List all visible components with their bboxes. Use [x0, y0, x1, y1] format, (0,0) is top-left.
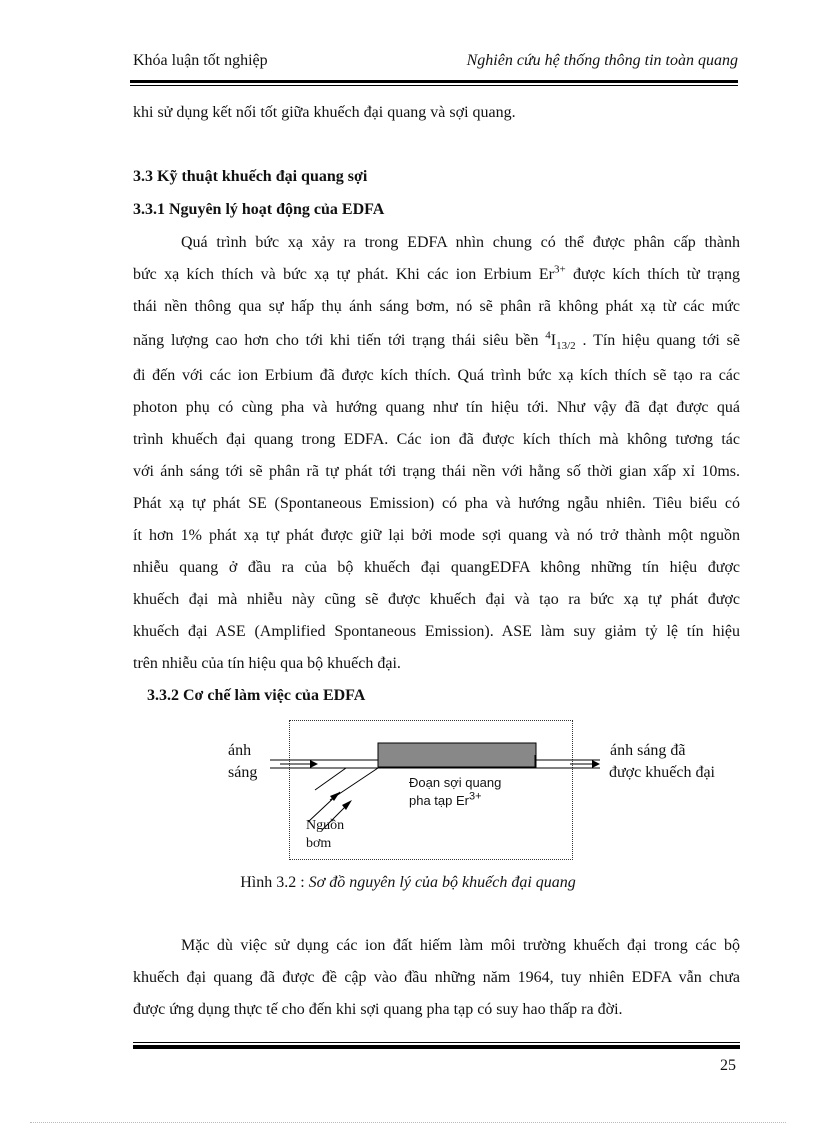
para1-line-3: thái nền thông qua sự hấp thụ ánh sáng bơm, nó sẽ phân rã không phát xạ từ các mức [133, 298, 740, 315]
page-number: 25 [720, 1057, 736, 1074]
header-right-title: Nghiên cứu hệ thống thông tin toàn quang [466, 52, 738, 69]
input-arrowhead [310, 760, 318, 768]
para1-line-12: khuếch đại mà nhiễu này cũng sẽ được khuếch đại và tạo ra bức xạ tự phát được [133, 591, 740, 608]
footer-rule-thick [133, 1045, 740, 1049]
output-label-2: được khuếch đại [609, 764, 715, 781]
header-rule-thin [130, 85, 738, 86]
para1-line-9: Phát xạ tự phát SE (Spontaneous Emission) có pha và hướng ngẫu nhiên. Tiêu biểu có [133, 495, 740, 512]
section-heading-3-3-2: 3.3.2 Cơ chế làm việc của EDFA [147, 687, 366, 704]
para1-line-1: Quá trình bức xạ xảy ra trong EDFA nhìn chung có thể được phân cấp thành [181, 234, 740, 251]
para1-line-4: năng lượng cao hơn cho tới khi tiến tới trạng thái siêu bền $^4I_{13/2}$ . Tín hiệu quang tới sẽ [133, 329, 741, 353]
output-label-1: ánh sáng đã [610, 742, 686, 759]
para2-line-3: được ứng dụng thực tế cho đến khi sợi quang pha tạp có suy hao thấp ra đời. [133, 1001, 623, 1018]
footer-rule-thin [133, 1042, 740, 1043]
header-left-title: Khóa luận tốt nghiệp [133, 52, 268, 69]
para1-line-14: trên nhiễu của tín hiệu qua bộ khuếch đại. [133, 655, 401, 672]
para2-line-2: khuếch đại quang đã được đề cập vào đầu những năm 1964, tuy nhiên EDFA vẫn chưa [133, 969, 740, 986]
header-rule-thick [130, 80, 738, 83]
figure-caption: Hình 3.2 : Sơ đồ nguyên lý của bộ khuếch đại quang [240, 874, 576, 891]
para2-line-1: Mặc dù việc sử dụng các ion đất hiếm làm môi trường khuếch đại trong các bộ [181, 937, 740, 954]
para1-line-2: bức xạ kích thích và bức xạ tự phát. Khi các ion Erbium $Er^{3+}$ được kích thích từ trạng [133, 263, 740, 283]
para1-line-10: ít hơn 1% phát xạ tự phát được giữ lại bởi mode sợi quang và nó trở thành một nguồn [133, 527, 740, 544]
doped-fiber-block [378, 743, 536, 767]
output-arrowhead [592, 760, 600, 768]
input-label-2: sáng [228, 764, 258, 781]
pump-label-2: bơm [306, 836, 332, 851]
intro-line: khi sử dụng kết nối tốt giữa khuếch đại quang và sợi quang. [133, 104, 516, 121]
section-heading-3-3-1: 3.3.1 Nguyên lý hoạt động của EDFA [133, 201, 385, 218]
para1-line-6: photon phụ có cùng pha và hướng quang như tín hiệu tới. Như vậy đã đạt được quá [133, 399, 740, 416]
input-label-1: ánh [228, 742, 252, 759]
para1-line-5: đi đến với các ion Erbium đã được kích thích. Quá trình bức xạ kích thích sẽ tạo ra các [133, 367, 740, 384]
para1-line-7: trình khuếch đại quang trong EDFA. Các ion đã được kích thích mà không tương tác [133, 431, 740, 448]
para1-line-8: với ánh sáng tới sẽ phân rã tự phát tới trạng thái nền với hằng số thời gian xấp xỉ 10ms. [133, 463, 740, 480]
pump-label-1: Nguồn [306, 818, 345, 833]
para1-line-11: nhiễu quang ở đầu ra của bộ khuếch đại quangEDFA không những tín hiệu được [133, 559, 740, 576]
section-heading-3-3: 3.3 Kỹ thuật khuếch đại quang sợi [133, 168, 368, 185]
para1-line-13: khuếch đại ASE (Amplified Spontaneous Emission). ASE làm suy giảm tỷ lệ tín hiệu [133, 623, 740, 640]
fiber-label-2: pha tạp $Er^{3+}$ [409, 790, 482, 808]
fiber-label-1: Đoạn sợi quang [409, 775, 502, 790]
